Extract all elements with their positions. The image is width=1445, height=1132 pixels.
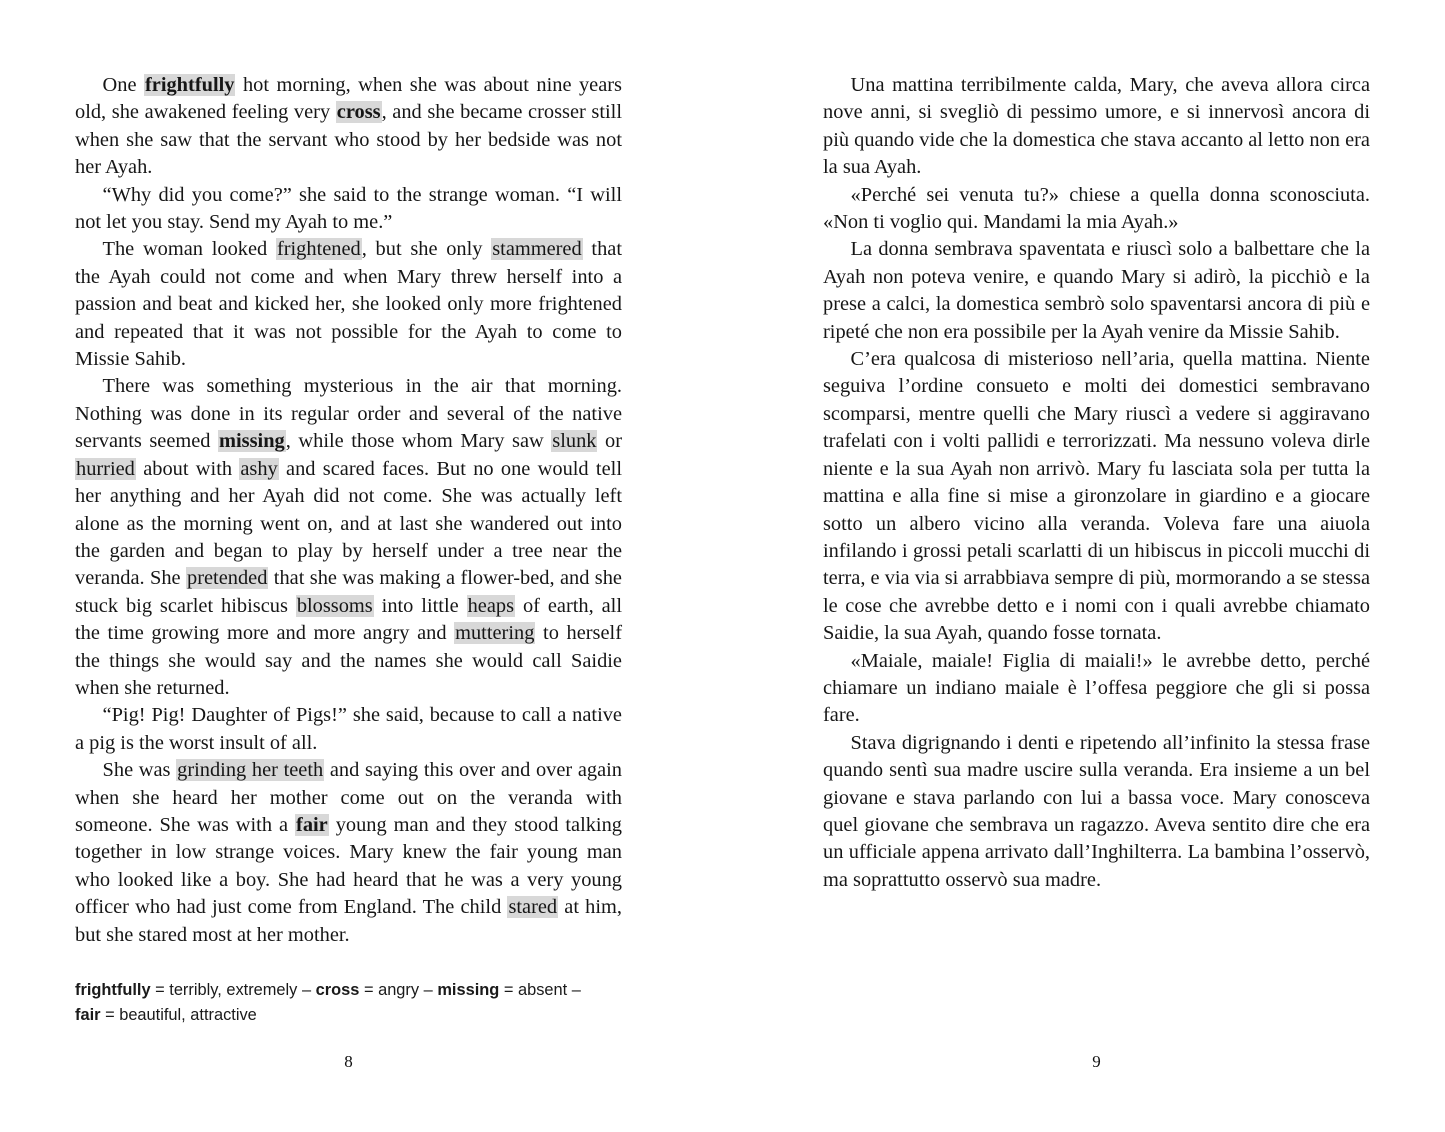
highlighted-phrase-grinding-her-teeth: grinding her teeth xyxy=(177,759,324,782)
glossary-definition: = beautiful, attractive xyxy=(105,1006,257,1024)
highlighted-word-blossoms: blossoms xyxy=(296,594,373,617)
right-page-text xyxy=(823,72,1370,894)
glossary-definition: = absent xyxy=(503,981,568,999)
highlighted-word-cross: cross xyxy=(336,101,381,124)
glossary-definition: = angry xyxy=(363,981,420,999)
glossary-term: missing xyxy=(437,981,500,999)
glossary-term: frightfully xyxy=(75,981,151,999)
paragraph: La donna sembrava spaventata e riuscì solo a balbettare che la Ayah non poteva venire, e quando Mary si adirò, la picchiò e la prese a calci, la domestica sembrò solo spaventarsi ancora di più e ripeté che non era possibile per la Ayah venire da Missie Sahib. xyxy=(823,238,1370,343)
highlighted-word-missing: missing xyxy=(219,430,285,453)
highlighted-word-muttering: muttering xyxy=(455,622,535,645)
glossary xyxy=(75,978,635,1028)
paragraph: One frightfully hot morning, when she was about nine years old, she awakened feeling very cross, and she became crosser still when she saw that the servant who stood by her bedside was not her Ayah. xyxy=(75,74,622,179)
left-page xyxy=(75,72,622,949)
paragraph: «Perché sei venuta tu?» chiese a quella donna sconosciuta. «Non ti voglio qui. Mandami la mia Ayah.» xyxy=(823,183,1370,234)
glossary-term: fair xyxy=(75,1006,101,1024)
paragraph: Stava digrignando i denti e ripetendo all’infinito la stessa frase quando sentì sua madre uscire sulla veranda. Era insieme a un bel giovane e stava parlando con lui a bassa voce. Mary conosceva quel giovane che sembrava un ragazzo. Aveva sentito dire che era un ufficiale appena arrivato dall’Inghilterra. La bambina l’osservò, ma soprattutto osservò sua madre. xyxy=(823,731,1370,891)
highlighted-word-pretended: pretended xyxy=(187,567,268,590)
highlighted-word-slunk: slunk xyxy=(552,430,597,453)
page-number-right: 9 xyxy=(1092,1052,1101,1071)
highlighted-word-ashy: ashy xyxy=(240,457,278,480)
glossary-line xyxy=(75,978,635,1003)
glossary-term: cross xyxy=(315,981,360,999)
paragraph: She was grinding her teeth and saying this over and over again when she heard her mother come out on the veranda with someone. She was with a fair young man and they stood talking together in low strange voices. Mary knew the fair young man who looked like a boy. She had heard that he was a very young officer who had just come from England. The child stared at him, but she stared most at her mother. xyxy=(75,759,622,946)
highlighted-word-stared: stared xyxy=(508,896,558,919)
left-page-text xyxy=(75,72,622,949)
glossary-line xyxy=(75,1003,635,1028)
paragraph: “Why did you come?” she said to the strange woman. “I will not let you stay. Send my Ayah to me.” xyxy=(75,183,622,234)
glossary-separator: – xyxy=(423,981,433,999)
highlighted-word-hurried: hurried xyxy=(76,457,135,480)
highlighted-word-frightened: frightened xyxy=(276,238,361,261)
right-page xyxy=(823,72,1370,894)
glossary-definition: = terribly, extremely xyxy=(155,981,298,999)
paragraph: Una mattina terribilmente calda, Mary, che aveva allora circa nove anni, si svegliò di pessimo umore, e si innervosì ancora di più quando vide che la domestica che stava accanto al letto non era la sua Ayah. xyxy=(823,74,1370,179)
paragraph: The woman looked frightened, but she only stammered that the Ayah could not come and when Mary threw herself into a passion and beat and kicked her, she looked only more frightened and repeated that it was not possible for the Ayah to come to Missie Sahib. xyxy=(75,238,622,371)
highlighted-word-fair: fair xyxy=(296,813,328,836)
paragraph: “Pig! Pig! Daughter of Pigs!” she said, because to call a native a pig is the worst insult of all. xyxy=(75,704,622,754)
paragraph: C’era qualcosa di misterioso nell’aria, quella mattina. Niente seguiva l’ordine consueto e molti dei domestici sembravano scomparsi, mentre quelli che Mary riuscì a vedere si aggiravano trafelati con i volti pallidi e terrorizzati. Ma nessuno voleva dirle niente e la sua Ayah non arrivò. Mary fu lasciata sola per tutta la mattina e alla fine si mise a gironzolare in giardino e a giocare sotto un albero vicino alla veranda. Voleva fare una aiuola infilando i grossi petali scarlatti di un hibiscus in piccoli mucchi di terra, e via via si arrabbiava sempre di più, mormorando a se stessa le cose che avrebbe detto e i nomi con i quali avrebbe chiamato Saidie, la sua Ayah, quando fosse tornata. xyxy=(823,348,1370,645)
paragraph: There was something mysterious in the air that morning. Nothing was done in its regular order and several of the native servants seemed missing, while those whom Mary saw slunk or hurried about with ashy and scared faces. But no one would tell her anything and her Ayah did not come. She was actually left alone as the morning went on, and at last she wandered out into the garden and began to play by herself under a tree near the veranda. She pretended that she was making a flower-bed, and she stuck big scarlet hibiscus blossoms into little heaps of earth, all the time growing more and more angry and muttering to herself the things she would say and the names she would call Saidie when she returned. xyxy=(75,375,622,699)
highlighted-word-heaps: heaps xyxy=(467,594,515,617)
page-number-left: 8 xyxy=(344,1052,353,1071)
glossary-separator: – xyxy=(301,981,312,999)
highlighted-word-stammered: stammered xyxy=(492,238,582,261)
highlighted-word-frightfully: frightfully xyxy=(144,74,235,96)
glossary-separator: – xyxy=(571,981,581,999)
paragraph: «Maiale, maiale! Figlia di maiali!» le avrebbe detto, perché chiamare un indiano maiale è l’offesa peggiore che gli si possa fare. xyxy=(823,649,1370,727)
